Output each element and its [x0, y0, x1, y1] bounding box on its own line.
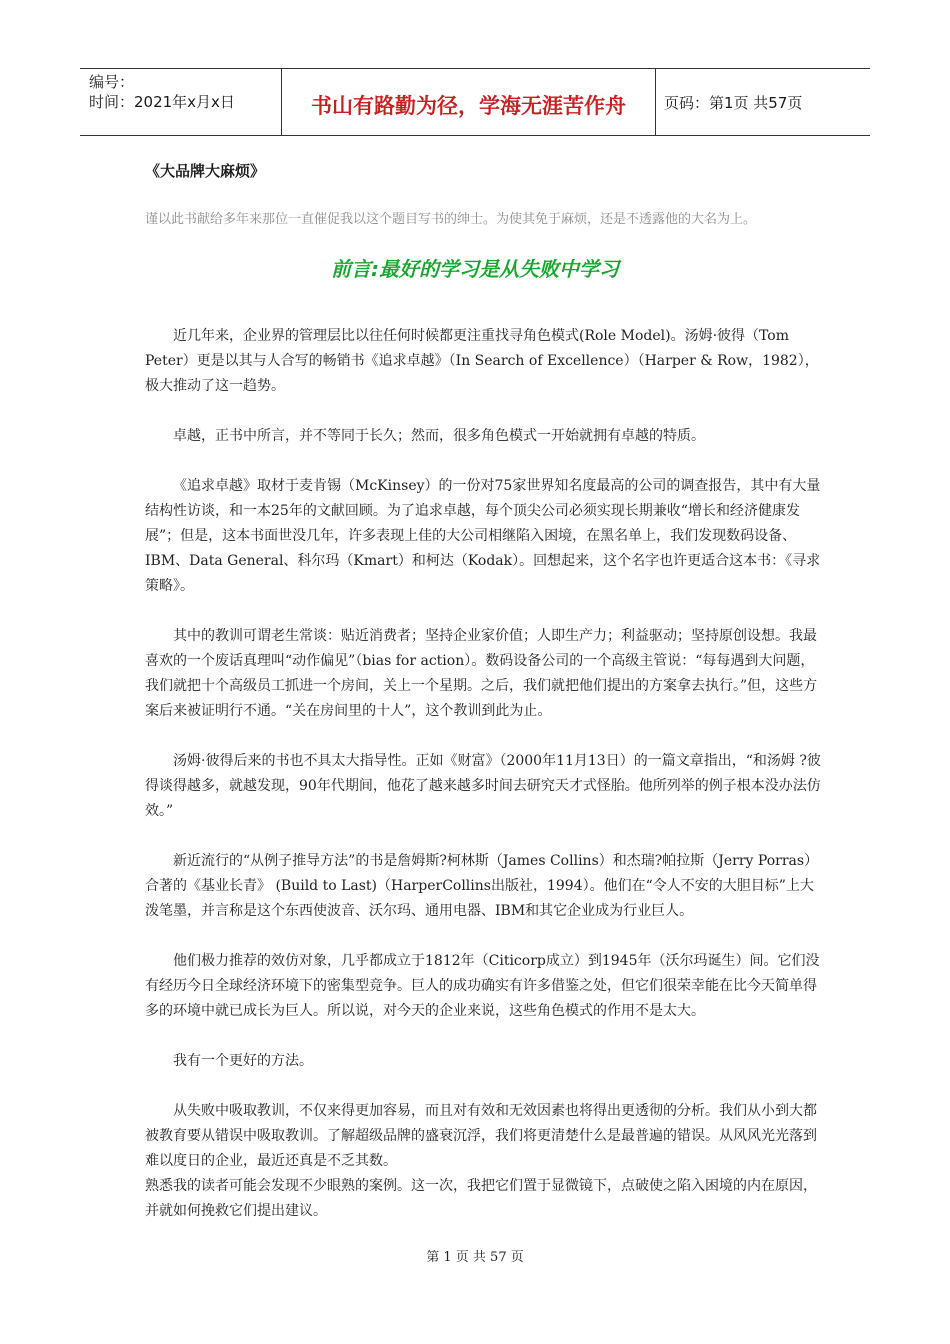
body-text	[145, 324, 825, 1249]
page-footer: 第 1 页 共 57 页	[426, 1250, 524, 1265]
dedication-text: 谨以此书献给多年来那位一直催促我以这个题目写书的绅士。为使其免于麻烦，还是不透露他的大名为上。	[145, 212, 757, 227]
page-header	[80, 68, 870, 136]
paragraph: 卓越，正书中所言，并不等同于长久；然而，很多角色模式一开始就拥有卓越的特质。	[173, 428, 705, 444]
paragraph: 从失败中吸取教训，不仅来得更加容易，而且对有效和无效因素也将得出更透彻的分析。我们从小到大都被教育要从错误中吸取教训。了解超级品牌的盛衰沉浮，我们将更清楚什么是最普遍的错误。从风风光光落到难以度日的企业，最近还真是不乏其数。	[145, 1103, 817, 1169]
paragraph: 他们极力推荐的效仿对象，几乎都成立于1812年（Citicorp成立）到1945年（沃尔玛诞生）间。它们没有经历今日全球经济环境下的密集型竞争。巨人的成功确实有许多借鉴之处，但它们很荣幸能在比今天简单得多的环境中就已成长为巨人。所以说，对今天的企业来说，这些角色模式的作用不是太大。	[145, 953, 820, 1019]
header-meta-cell	[80, 69, 282, 135]
paragraph: 熟悉我的读者可能会发现不少眼熟的案例。这一次，我把它们置于显微镜下，点破使之陷入困境的内在原因，并就如何挽救它们提出建议。	[145, 1178, 817, 1219]
preface-heading: 前言:最好的学习是从失败中学习	[331, 257, 619, 281]
header-motto-cell	[282, 69, 656, 135]
paragraph: 《追求卓越》取材于麦肯锡（McKinsey）的一份对75家世界知名度最高的公司的调查报告，其中有大量结构性访谈，和一本25年的文献回顾。为了追求卓越，每个顶尖公司必须实现长期兼收“增长和经济健康发展”；但是，这本书面世没几年，许多表现上佳的大公司相继陷入困境，在黑名单上，我们发现数码设备、IBM、Data General、科尔玛（Kmart）和柯达（Kodak）。回想起来，这个名字也许更适合这本书：《寻求策略》。	[145, 478, 821, 594]
page-code: 页码：第1页 共57页	[664, 93, 803, 112]
paragraph: 汤姆·彼得后来的书也不具太大指导性。正如《财富》（2000年11月13日）的一篇文章指出，“和汤姆 ?彼得谈得越多，就越发现，90年代期间，他花了越来越多时间去研究天才式怪胎。他所列举的例子根本没办法仿效。”	[145, 753, 821, 819]
paragraph: 我有一个更好的方法。	[173, 1053, 313, 1069]
motto-text: 书山有路勤为径，学海无涯苦作舟	[311, 94, 626, 118]
number-label: 编号：	[89, 73, 135, 91]
paragraph: 新近流行的“从例子推导方法”的书是詹姆斯?柯林斯（James Collins）和杰瑞?帕拉斯（Jerry Porras）合著的《基业长青》 (Build to Last)（HarperCollins出版社，1994）。他们在“令人不安的大胆目标”上大泼笔墨，并言称是这个东西使波音、沃尔玛、通用电器、IBM和其它企业成为行业巨人。	[145, 853, 819, 919]
paragraph: 其中的教训可谓老生常谈：贴近消费者；坚持企业家价值；人即生产力；利益驱动；坚持原创设想。我最喜欢的一个废话真理叫“动作偏见”（bias for action）。数码设备公司的一个高级主管说：“每每遇到大问题，我们就把十个高级员工抓进一个房间，关上一个星期。之后，我们就把他们提出的方案拿去执行。”但，这些方案后来被证明行不通。“关在房间里的十人”，这个教训到此为止。	[145, 628, 818, 719]
header-page-cell	[656, 69, 870, 135]
time-label: 时间：2021年x月x日	[89, 93, 235, 111]
document-title: 《大品牌大麻烦》	[145, 162, 266, 180]
paragraph: 近几年来，企业界的管理层比以往任何时候都更注重找寻角色模式(Role Model)。汤姆·彼得（Tom Peter）更是以其与人合写的畅销书《追求卓越》（In Search of Excellence）（Harper & Row，1982），极大推动了这一趋势。	[145, 328, 819, 394]
